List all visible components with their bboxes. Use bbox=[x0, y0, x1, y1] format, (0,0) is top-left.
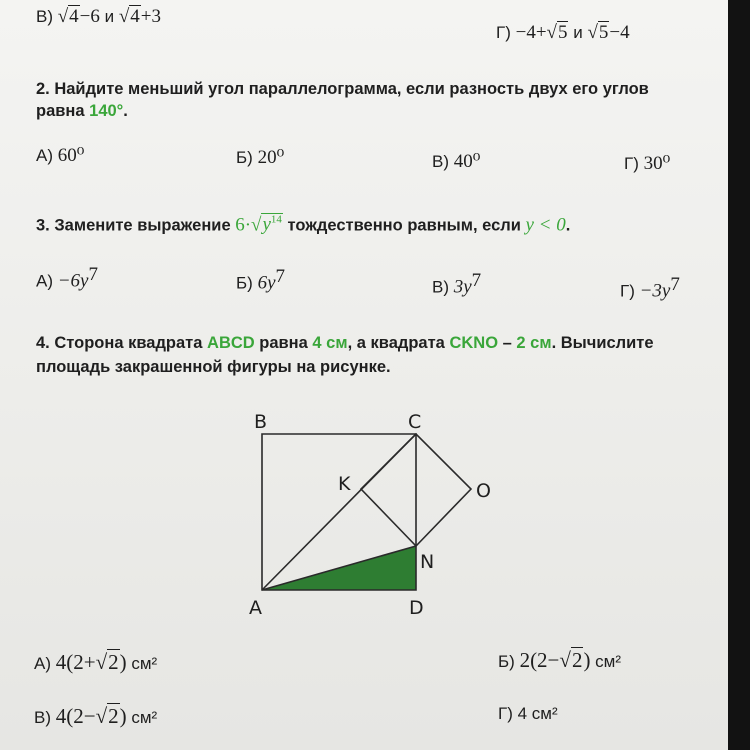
q4-option-v: В) 4(2−√2) см² bbox=[34, 704, 158, 728]
q2-option-a: А) 60⁰ bbox=[36, 145, 85, 166]
q2-option-g: Г) 30⁰ bbox=[624, 153, 671, 174]
label-k: K bbox=[338, 473, 351, 495]
q3-option-v: В) $3y^7$ bbox=[432, 270, 482, 298]
q3-option-a: $А) -6y^7$ bbox=[36, 264, 98, 292]
q4-option-g: Г) 4 см² bbox=[498, 704, 558, 723]
q2-option-b: Б) 20⁰ bbox=[236, 147, 285, 168]
q4-text-line1: 4. Сторона квадрата ABCD равна 4 см, а квадрата CKNO – 2 см. Вычислите bbox=[36, 334, 654, 352]
q4-option-a: А) 4(2+√2) см² bbox=[34, 650, 158, 674]
label-n: N bbox=[420, 551, 435, 573]
q3-option-g: $Г) -3y^7$ bbox=[620, 274, 680, 302]
background-edge bbox=[728, 0, 750, 750]
q4-text-line2: площадь закрашенной фигуры на рисунке. bbox=[36, 358, 391, 376]
label-d: D bbox=[409, 597, 424, 619]
q2-text-line1: 2. Найдите меньший угол параллелограмма, если разность двух его углов bbox=[36, 80, 649, 98]
q2-option-v: В) 40⁰ bbox=[432, 151, 481, 172]
q3-option-b: Б) $6y^7$ bbox=[236, 266, 285, 294]
label-o: O bbox=[476, 480, 491, 502]
q4-figure bbox=[240, 408, 510, 622]
label-a: A bbox=[249, 597, 262, 619]
label-b: B bbox=[254, 411, 268, 433]
q4-option-b: Б) 2(2−√2) см² bbox=[498, 648, 622, 672]
q1-option-g: Г) −4+√5 и √5−4 bbox=[496, 22, 630, 43]
q2-text-line2: равна 140°. bbox=[36, 102, 128, 120]
q1-option-v: В) √4−6 и √4+3 bbox=[36, 6, 162, 27]
q3-text: 3. Замените выражение $6\cdot√y^{14}$ тождественно равным, если y < 0. bbox=[36, 214, 571, 236]
label-c: C bbox=[408, 411, 422, 433]
